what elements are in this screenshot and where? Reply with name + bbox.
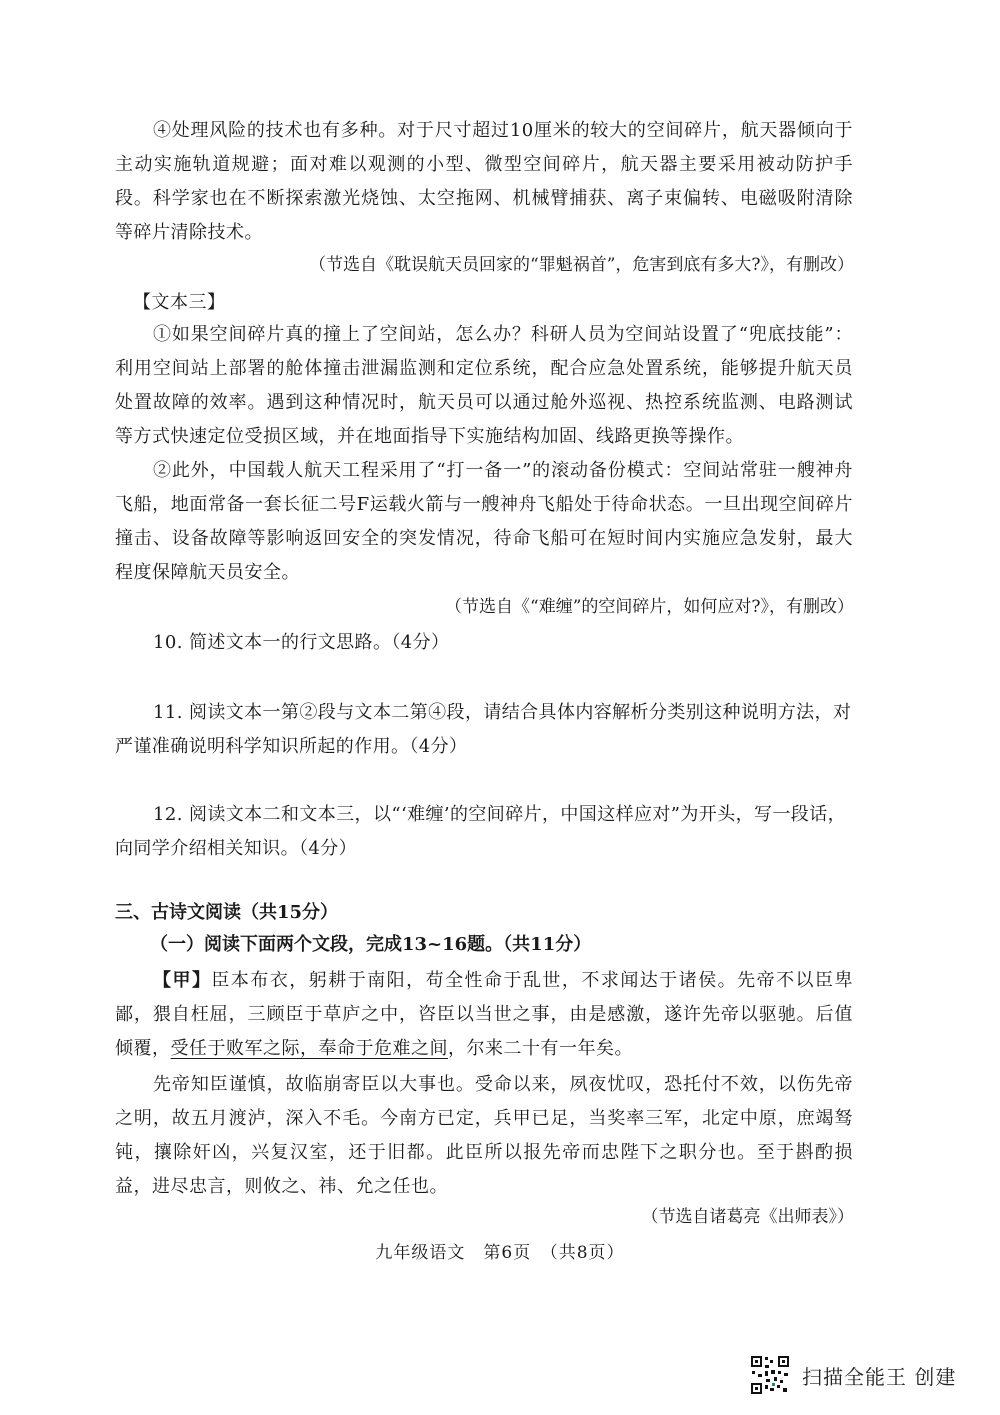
text3-source: （节选自《“难缠”的空间碎片，如何应对?》，有删改） (445, 597, 854, 617)
jia-text-a: 臣本布衣，躬耕于南阳，苟全性命于乱世，不求闻达于诸侯。先帝不以臣卑鄙，猥自枉屈，三顾臣于草庐之中，咨臣以当世之事，由是感激，遂许先帝以驱驰。后值倾覆， (115, 970, 854, 1059)
text3-title: 【文本三】 (133, 292, 226, 313)
page-footer: 九年级语文 第6页 （共8页） (375, 1243, 625, 1263)
text2-paragraph-4: ④处理风险的技术也有多种。对于尺寸超过10厘米的较大的空间碎片，航天器倾向于主动实施轨道规避；面对难以观测的小型、微型空间碎片，航天器主要采用被动防护手段。科学家也在不断探索激光烧蚀、太空拖网、机械臂捕获、离子束偏转、电磁吸附清除等碎片清除技术。 (115, 120, 853, 243)
text3-paragraph-1: ①如果空间碎片真的撞上了空间站，怎么办？科研人员为空间站设置了“兜底技能”：利用空间站上部署的舱体撞击泄漏监测和定位系统，配合应急处置系统，能够提升航天员处置故障的效率。遇到这种情况时，航天员可以通过舱外巡视、热控系统监测、电路测试等方式快速定位受损区域，并在地面指导下实施结构加固、线路更换等操作。 (115, 324, 853, 447)
text2-source: （节选自《耽误航天员回家的“罪魁祸首”，危害到底有多大?》，有删改） (309, 255, 854, 275)
question-10: 10. 简述文本一的行文思路。（4分） (153, 632, 450, 653)
question-12: 12. 阅读文本二和文本三，以“‘难缠’的空间碎片，中国这样应对”为开头，写一段话，向同学介绍相关知识。（4分） (115, 804, 846, 859)
jia-paragraph-2: 先帝知臣谨慎，故临崩寄臣以大事也。受命以来，夙夜忧叹，恐托付不效，以伤先帝之明，故五月渡泸，深入不毛。今南方已定，兵甲已足，当奖率三军，北定中原，庶竭驽钝，攘除奸凶，兴复汉室，还于旧都。此臣所以报先帝而忠陛下之职分也。至于斟酌损益，进尽忠言，则攸之、祎、允之任也。 (115, 1074, 853, 1197)
text3-paragraph-2: ②此外，中国载人航天工程采用了“打一备一”的滚动备份模式：空间站常驻一艘神舟飞船，地面常备一套长征二号F运载火箭与一艘神舟飞船处于待命状态。一旦出现空间碎片撞击、设备故障等影响返回安全的突发情况，待命飞船可在短时间内实施应急发射，最大程度保障航天员安全。 (115, 460, 853, 583)
scanner-app-text: 扫描全能王 创建 (802, 1364, 957, 1389)
jia-label: 【甲】 (153, 970, 212, 991)
jia-underlined-sentence: 受任于败军之际，奉命于危难之间 (170, 1038, 448, 1059)
question-11: 11. 阅读文本一第②段与文本二第④段，请结合具体内容解析分类别这种说明方法，对严谨准确说明科学知识所起的作用。（4分） (115, 702, 852, 757)
jia-text-c: ，尔来二十有一年矣。 (448, 1038, 633, 1059)
qr-code-icon (750, 1355, 790, 1395)
jia-paragraph-1 (115, 964, 853, 1066)
jia-source: （节选自诸葛亮《出师表》） (641, 1207, 854, 1227)
scanner-watermark (750, 1355, 956, 1395)
section-3-title: 三、古诗文阅读（共15分） (115, 902, 339, 923)
subsection-1-title: （一）阅读下面两个文段，完成13~16题。（共11分） (150, 934, 592, 955)
